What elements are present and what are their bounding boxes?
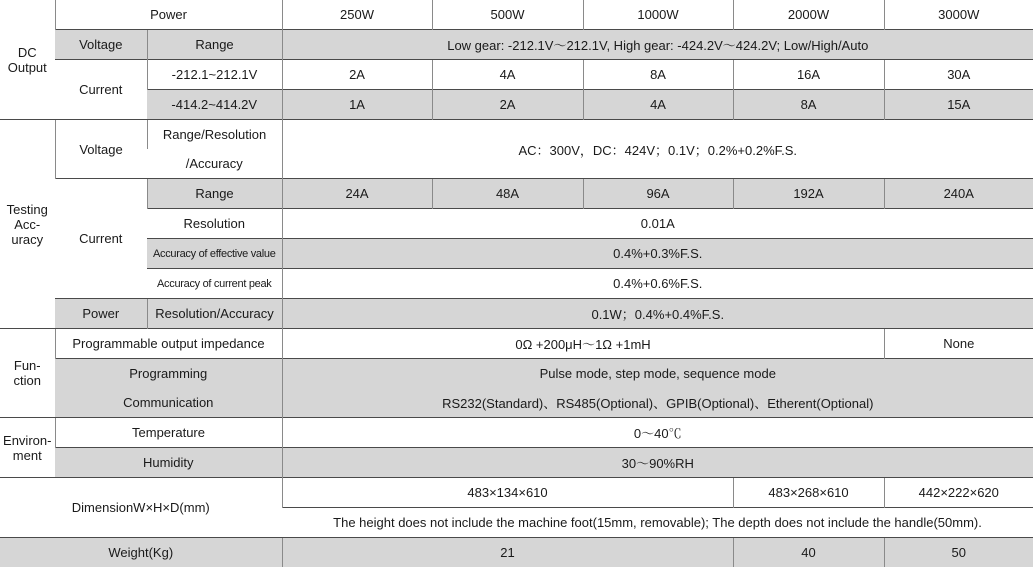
testing-peak-value: 0.4%+0.6%F.S. [282, 269, 1033, 299]
testing-voltage-value: AC：300V，DC：424V；0.1V；0.2%+0.2%F.S. [282, 120, 1033, 179]
dc-output-section-label: DC Output [7, 45, 47, 75]
dc-voltage-label: Voltage [55, 30, 147, 60]
function-section [0, 329, 55, 418]
header-model-1000w: 1000W [583, 0, 733, 30]
testing-resolution-label: Resolution [147, 209, 282, 239]
dc-low-value-1000w: 8A [583, 60, 733, 90]
header-power-label: Power [55, 0, 282, 30]
header-model-500w: 500W [432, 0, 583, 30]
testing-resolution-value: 0.01A [282, 209, 1033, 239]
header-model-3000w: 3000W [884, 0, 1033, 30]
testing-range-2000w: 192A [733, 179, 884, 209]
testing-voltage-param-2: /Accuracy [147, 149, 282, 179]
environment-humidity-label: Humidity [55, 448, 282, 478]
dimension-large: 442×222×620 [884, 478, 1033, 508]
environment-humidity-value: 30～90%RH [282, 448, 1033, 478]
dimension-note: The height does not include the machine foot(15mm, removable); The depth does not include the handle(50mm). [282, 508, 1033, 538]
testing-section [0, 120, 55, 329]
dc-high-value-500w: 2A [432, 90, 583, 120]
dc-low-range: -212.1~212.1V [147, 60, 282, 90]
dc-high-value-250w: 1A [282, 90, 432, 120]
environment-temperature-label: Temperature [55, 418, 282, 448]
dc-low-value-3000w: 30A [884, 60, 1033, 90]
testing-peak-label: Accuracy of current peak [147, 269, 282, 299]
dc-output-section [0, 0, 55, 120]
weight-large: 50 [884, 538, 1033, 567]
header-model-2000w: 2000W [733, 0, 884, 30]
environment-section-label: Environ-ment [2, 433, 52, 463]
testing-power-value: 0.1W；0.4%+0.4%F.S. [282, 299, 1033, 329]
function-impedance-3000w: None [884, 329, 1033, 359]
function-section-label: Fun-ction [10, 358, 44, 388]
testing-power-param: Resolution/Accuracy [147, 299, 282, 329]
dimension-small: 483×134×610 [282, 478, 733, 508]
dc-range-value: Low gear: -212.1V～212.1V, High gear: -424.2V～424.2V; Low/High/Auto [282, 30, 1033, 60]
testing-range-label: Range [147, 179, 282, 209]
dc-high-value-3000w: 15A [884, 90, 1033, 120]
function-programming-label: Programming [55, 359, 282, 389]
environment-temperature-value: 0～40℃ [282, 418, 1033, 448]
function-programming-value: Pulse mode, step mode, sequence mode [282, 359, 1033, 389]
dc-high-value-1000w: 4A [583, 90, 733, 120]
dc-current-label: Current [55, 60, 147, 120]
weight-label: Weight(Kg) [0, 538, 282, 567]
dc-range-label: Range [147, 30, 282, 60]
testing-voltage-param-1: Range/Resolution [147, 120, 282, 150]
testing-current-label: Current [55, 179, 147, 299]
function-communication-value: RS232(Standard)、RS485(Optional)、GPIB(Optional)、Etherent(Optional) [282, 388, 1033, 418]
testing-effective-label: Accuracy of effective value [147, 239, 282, 269]
header-model-250w: 250W [282, 0, 432, 30]
dc-low-value-2000w: 16A [733, 60, 884, 90]
testing-range-1000w: 96A [583, 179, 733, 209]
dc-low-value-500w: 4A [432, 60, 583, 90]
testing-range-250w: 24A [282, 179, 432, 209]
dimension-label: DimensionW×H×D(mm) [0, 478, 282, 538]
dc-high-value-2000w: 8A [733, 90, 884, 120]
testing-section-label: Testing Acc-uracy [5, 202, 49, 247]
function-impedance-label: Programmable output impedance [55, 329, 282, 359]
dc-high-range: -414.2~414.2V [147, 90, 282, 120]
dimension-medium: 483×268×610 [733, 478, 884, 508]
function-impedance-value: 0Ω +200μH～1Ω +1mH [282, 329, 884, 359]
testing-effective-value: 0.4%+0.3%F.S. [282, 239, 1033, 269]
testing-power-label: Power [55, 299, 147, 329]
dc-low-value-250w: 2A [282, 60, 432, 90]
environment-section [0, 418, 55, 478]
weight-small: 21 [282, 538, 733, 567]
testing-range-3000w: 240A [884, 179, 1033, 209]
weight-medium: 40 [733, 538, 884, 567]
function-communication-label: Communication [55, 388, 282, 418]
testing-voltage-label: Voltage [55, 120, 147, 179]
testing-range-500w: 48A [432, 179, 583, 209]
